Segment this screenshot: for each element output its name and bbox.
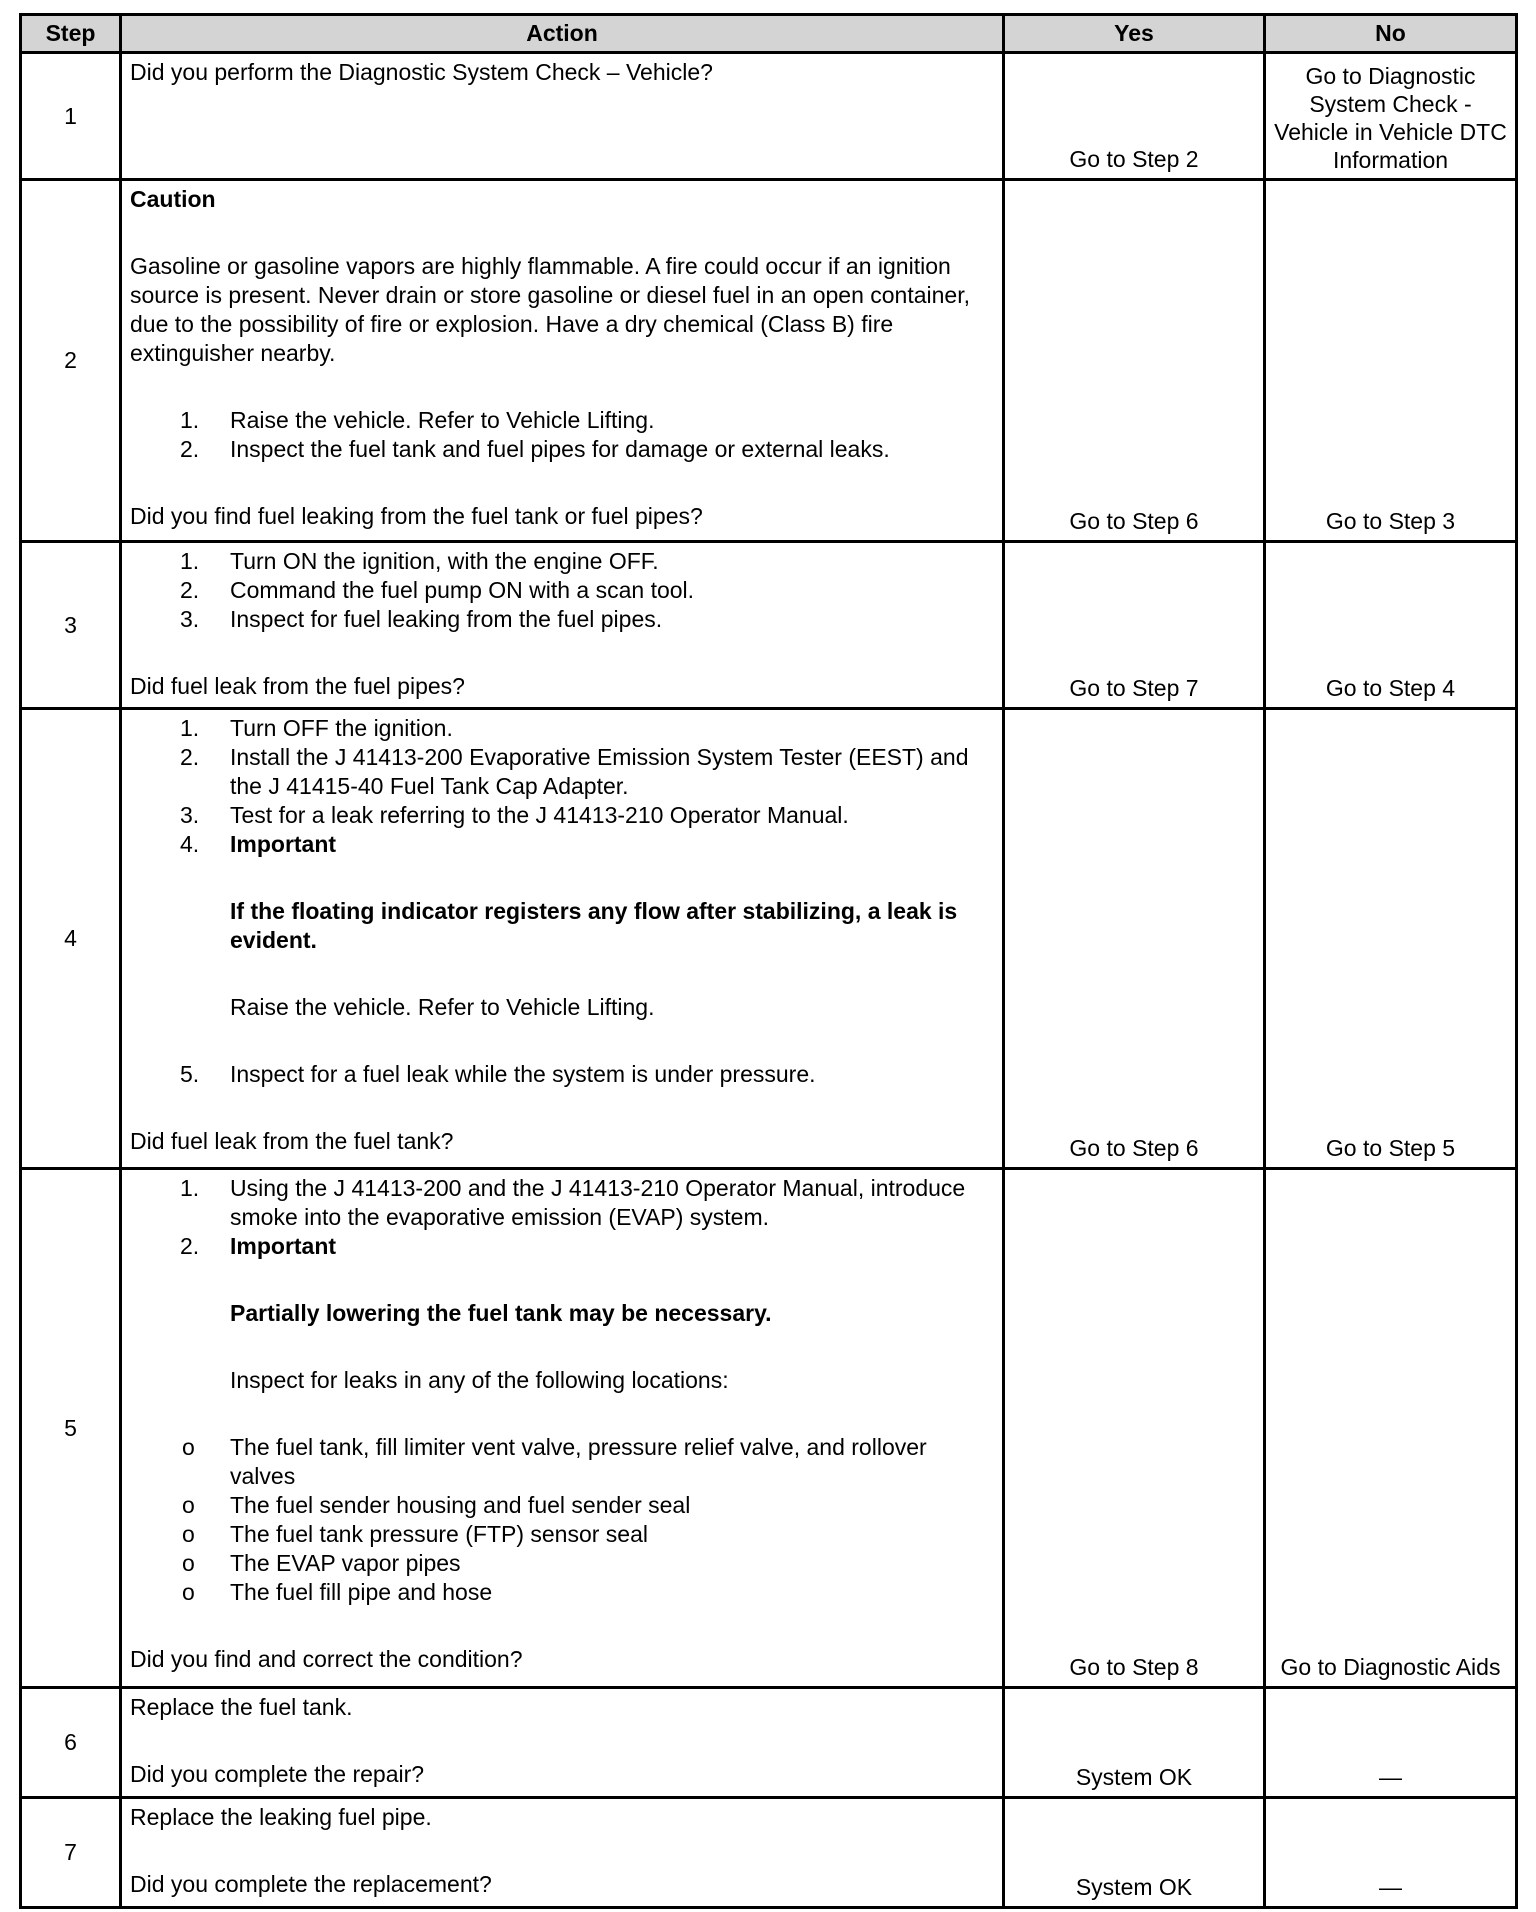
header-step: Step xyxy=(21,15,121,53)
instruction-list xyxy=(130,1174,994,1607)
location-list xyxy=(130,1433,994,1607)
header-no: No xyxy=(1265,15,1517,53)
question-text: Did you complete the repair? xyxy=(130,1761,425,1787)
question-text: Did you complete the replacement? xyxy=(130,1871,492,1897)
list-item: 3. Test for a leak referring to the J 41413-210 Operator Manual. xyxy=(180,802,849,828)
no-cell: — xyxy=(1265,1798,1517,1908)
header-action: Action xyxy=(121,15,1004,53)
diagnostic-table xyxy=(19,13,1518,1909)
step-text: Inspect for leaks in any of the following locations: xyxy=(230,1367,729,1393)
list-item: o The EVAP vapor pipes xyxy=(182,1550,461,1576)
no-cell: Go to Diagnostic Aids xyxy=(1265,1169,1517,1688)
list-item: o The fuel fill pipe and hose xyxy=(182,1579,493,1605)
yes-cell: Go to Step 8 xyxy=(1004,1169,1265,1688)
step-number: 7 xyxy=(21,1798,121,1908)
no-cell: Go to Step 3 xyxy=(1265,180,1517,542)
table-row xyxy=(21,1169,1517,1688)
step-number: 4 xyxy=(21,709,121,1169)
list-item: 3. Inspect for fuel leaking from the fuel pipes. xyxy=(180,606,663,632)
no-cell: — xyxy=(1265,1688,1517,1798)
action-cell xyxy=(121,542,1004,709)
list-item: 1. Turn OFF the ignition. xyxy=(180,715,453,741)
instruction-list xyxy=(130,406,994,464)
yes-cell: Go to Step 6 xyxy=(1004,709,1265,1169)
action-cell xyxy=(121,180,1004,542)
important-text: If the floating indicator registers any flow after stabilizing, a leak is evident. xyxy=(230,898,958,953)
step-text: Replace the fuel tank. xyxy=(130,1694,353,1720)
instruction-list xyxy=(130,714,994,1089)
list-item: 4. Important If the floating indicator registers any flow after stabilizing, a leak is evident. Raise the vehicle. Refer to Vehicle Lifting. xyxy=(130,830,994,1060)
step-number: 3 xyxy=(21,542,121,709)
list-item: 2. Inspect the fuel tank and fuel pipes for damage or external leaks. xyxy=(180,436,890,462)
no-cell: Go to Step 4 xyxy=(1265,542,1517,709)
question-text: Did you perform the Diagnostic System Check – Vehicle? xyxy=(130,59,713,85)
list-item: o The fuel sender housing and fuel sender seal xyxy=(182,1492,691,1518)
list-item: 2. Install the J 41413-200 Evaporative Emission System Tester (EEST) and the J 41415-40 Fuel Tank Cap Adapter. xyxy=(180,744,969,799)
action-cell xyxy=(121,53,1004,180)
table-row xyxy=(21,1798,1517,1908)
yes-cell: System OK xyxy=(1004,1798,1265,1908)
no-cell: Go to Step 5 xyxy=(1265,709,1517,1169)
yes-cell: Go to Step 2 xyxy=(1004,53,1265,180)
important-text: Partially lowering the fuel tank may be necessary. xyxy=(230,1300,772,1326)
yes-cell: Go to Step 6 xyxy=(1004,180,1265,542)
step-text: Raise the vehicle. Refer to Vehicle Lifting. xyxy=(230,994,655,1020)
list-item: 2. Command the fuel pump ON with a scan tool. xyxy=(180,577,695,603)
list-item: 1. Raise the vehicle. Refer to Vehicle Lifting. xyxy=(180,407,655,433)
header-yes: Yes xyxy=(1004,15,1265,53)
list-item: 1. Using the J 41413-200 and the J 41413-210 Operator Manual, introduce smoke into the evaporative emission (EVAP) system. xyxy=(180,1175,966,1230)
step-number: 6 xyxy=(21,1688,121,1798)
list-item: 2. Important Partially lowering the fuel tank may be necessary. Inspect for leaks in any of the following locations: o The fuel tank, fill limiter vent valve, pressure relief valve, and rollover valves o The fuel sender housing and fuel sender seal o The fuel tank pressure (FTP) sensor seal o The EVAP vapor pipes o The fuel fill pipe and hose xyxy=(130,1232,994,1607)
list-item: 1. Turn ON the ignition, with the engine OFF. xyxy=(180,548,659,574)
caution-title: Caution xyxy=(130,186,216,212)
action-cell xyxy=(121,1169,1004,1688)
header-row xyxy=(21,15,1517,53)
important-label: Important xyxy=(230,831,337,857)
no-cell: Go to Diagnostic System Check - Vehicle in Vehicle DTC Information xyxy=(1265,53,1517,180)
caution-text: Gasoline or gasoline vapors are highly flammable. A fire could occur if an ignition source is present. Never drain or store gasoline or diesel fuel in an open container, due to the possibility of fire or explosion. Have a dry chemical (Class B) fire extinguisher nearby. xyxy=(130,253,970,366)
table-row xyxy=(21,1688,1517,1798)
table-row xyxy=(21,709,1517,1169)
step-number: 5 xyxy=(21,1169,121,1688)
action-cell xyxy=(121,709,1004,1169)
table-row xyxy=(21,53,1517,180)
question-text: Did fuel leak from the fuel pipes? xyxy=(130,673,465,699)
yes-cell: Go to Step 7 xyxy=(1004,542,1265,709)
action-cell xyxy=(121,1688,1004,1798)
important-label: Important xyxy=(230,1233,337,1259)
list-item: o The fuel tank pressure (FTP) sensor seal xyxy=(182,1521,648,1547)
list-item: 5. Inspect for a fuel leak while the system is under pressure. xyxy=(180,1061,816,1087)
table-row xyxy=(21,542,1517,709)
action-cell xyxy=(121,1798,1004,1908)
instruction-list xyxy=(130,547,994,634)
question-text: Did you find fuel leaking from the fuel tank or fuel pipes? xyxy=(130,503,703,529)
step-number: 2 xyxy=(21,180,121,542)
question-text: Did fuel leak from the fuel tank? xyxy=(130,1128,454,1154)
step-text: Replace the leaking fuel pipe. xyxy=(130,1804,432,1830)
yes-cell: System OK xyxy=(1004,1688,1265,1798)
question-text: Did you find and correct the condition? xyxy=(130,1646,523,1672)
table-row xyxy=(21,180,1517,542)
list-item: o The fuel tank, fill limiter vent valve, pressure relief valve, and rollover valves xyxy=(182,1434,927,1489)
step-number: 1 xyxy=(21,53,121,180)
